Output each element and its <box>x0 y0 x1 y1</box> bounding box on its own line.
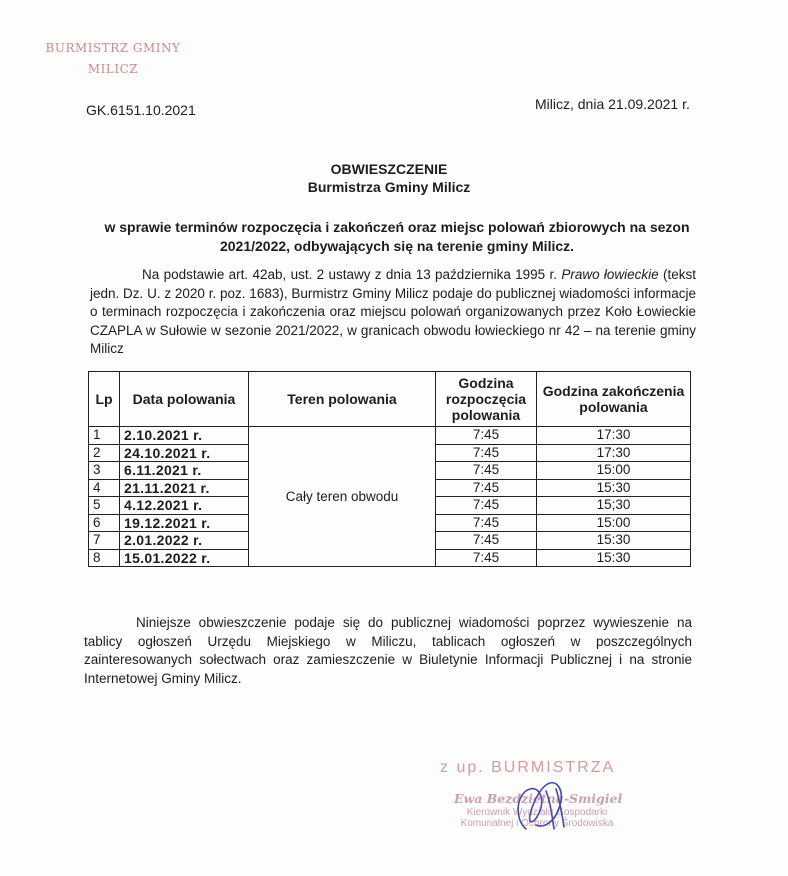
header-date: Data polowania <box>120 372 249 427</box>
row-start: 7:45 <box>436 444 537 462</box>
table-row <box>89 427 691 445</box>
row-lp: 3 <box>89 462 120 480</box>
document-title <box>0 160 788 196</box>
row-date: 15.01.2022 r. <box>120 549 249 567</box>
document-date: Milicz, dnia 21.09.2021 r. <box>535 96 690 112</box>
row-date: 2.01.2022 r. <box>120 532 249 550</box>
row-end: 15;30 <box>537 497 691 515</box>
row-lp: 5 <box>89 497 120 515</box>
hunting-schedule-table <box>88 371 691 567</box>
intro-part-1: Na podstawie art. 42ab, ust. 2 ustawy z dnia 13 października 1995 r. <box>142 267 562 282</box>
stamp-line-1: BURMISTRZ GMINY <box>45 41 181 55</box>
intro-paragraph <box>90 266 696 359</box>
signature-role-line-1: Kierownik Wydziału Gospodarki <box>466 807 608 818</box>
row-date: 2.10.2021 r. <box>120 427 249 445</box>
row-lp: 6 <box>89 514 120 532</box>
row-lp: 4 <box>89 479 120 497</box>
row-date: 24.10.2021 r. <box>120 444 249 462</box>
row-end: 15:00 <box>537 462 691 480</box>
row-end: 15:30 <box>537 532 691 550</box>
title-line-1: OBWIESZCZENIE <box>330 161 448 177</box>
handwritten-signature-icon <box>506 771 576 841</box>
row-lp: 1 <box>89 427 120 445</box>
intro-part-2: (tekst jedn. Dz. U. z 2020 r. poz. 1683), Burmistrz Gminy Milicz podaje do publicznej wiadomości informacje o terminach rozpoczęcia i zakończenia oraz miejscu polowań organizowanych przez Koło Łowieckie CZAPLA w Sułowie w sezonie 2021/2022, w granicach obwodu łowieckiego nr 42 – na terenie gminy Milicz <box>90 267 696 356</box>
row-start: 7:45 <box>436 514 537 532</box>
header-end: Godzina zakończenia polowania <box>537 372 691 427</box>
row-end: 15:30 <box>537 549 691 567</box>
header-lp: Lp <box>89 372 120 427</box>
row-start: 7:45 <box>436 427 537 445</box>
table-body <box>89 427 691 567</box>
signature-zup: z up. BURMISTRZA <box>440 759 616 776</box>
row-lp: 2 <box>89 444 120 462</box>
row-lp: 8 <box>89 549 120 567</box>
closing-paragraph <box>84 614 692 688</box>
row-end: 17:30 <box>537 427 691 445</box>
hunting-area: Cały teren obwodu <box>249 427 436 567</box>
row-start: 7:45 <box>436 497 537 515</box>
row-end: 17:30 <box>537 444 691 462</box>
document-subject: w sprawie terminów rozpoczęcia i zakończeń oraz miejsc polowań zbiorowych na sezon 2021/2022, odbywających się na terenie gminy Milicz. <box>104 219 690 254</box>
row-lp: 7 <box>89 532 120 550</box>
row-start: 7:45 <box>436 462 537 480</box>
reference-number: GK.6151.10.2021 <box>86 102 196 118</box>
row-date: 6.11.2021 r. <box>120 462 249 480</box>
intro-italic-title: Prawo łowieckie <box>561 267 659 282</box>
row-start: 7:45 <box>436 549 537 567</box>
row-end: 15:00 <box>537 514 691 532</box>
header-start: Godzina rozpoczęcia polowania <box>436 372 537 427</box>
row-start: 7:45 <box>436 532 537 550</box>
office-stamp <box>38 38 188 80</box>
row-start: 7:45 <box>436 479 537 497</box>
signature-name: Ewa Bezdzietna-Smigiel <box>454 791 623 806</box>
row-date: 21.11.2021 r. <box>120 479 249 497</box>
row-end: 15:30 <box>537 479 691 497</box>
header-area: Teren polowania <box>249 372 436 427</box>
stamp-line-2: MILICZ <box>87 62 139 76</box>
row-date: 4.12.2021 r. <box>120 497 249 515</box>
closing-text: Niniejsze obwieszczenie podaje się do publicznej wiadomości poprzez wywieszenie na tablicy ogłoszeń Urzędu Miejskiego w Miliczu, tablicach ogłoszeń w poszczególnych zainteresowanych sołectwach oraz zamieszczenie w Biuletynie Informacji Publicznej i na stronie Internetowej Gminy Milicz. <box>84 615 692 686</box>
signature-role-line-2: Komunalnej i Ochrony Środowiska <box>460 818 614 829</box>
title-line-2: Burmistrza Gminy Milicz <box>307 179 471 195</box>
row-date: 19.12.2021 r. <box>120 514 249 532</box>
